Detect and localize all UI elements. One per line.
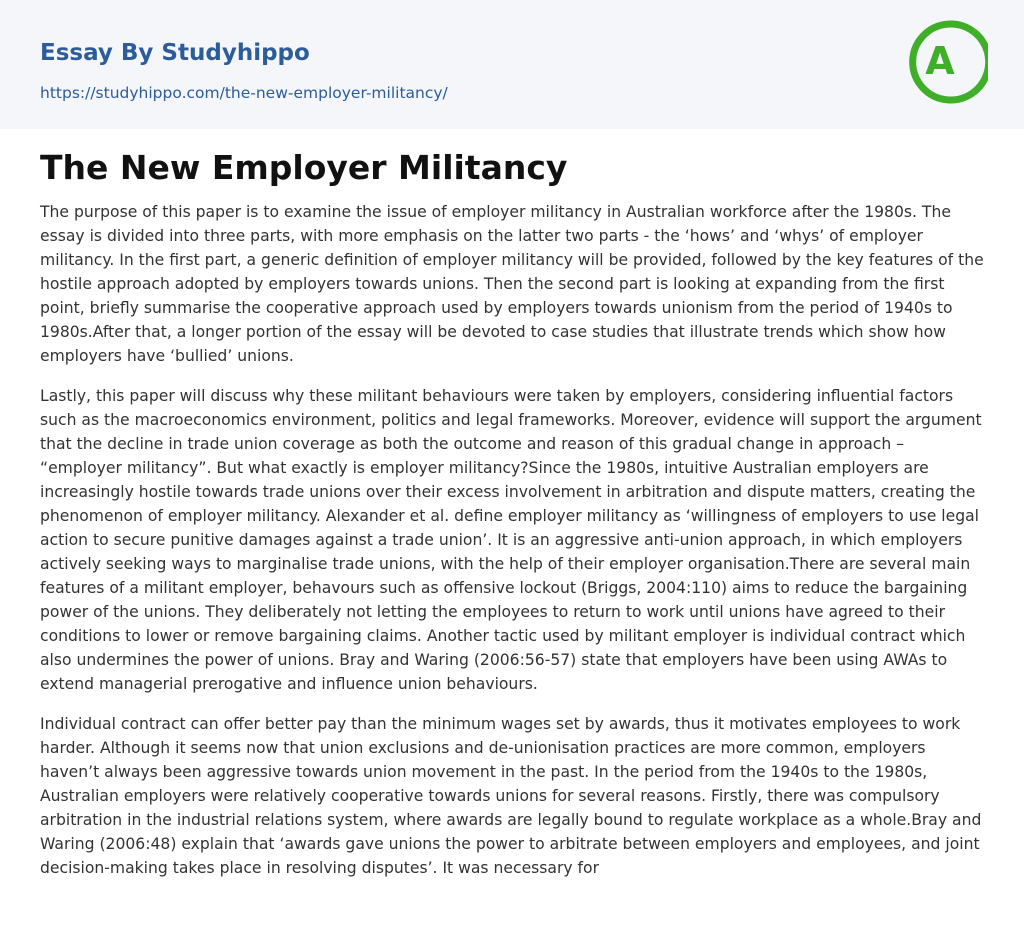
essay-url-link[interactable]: https://studyhippo.com/the-new-employer-militancy/ bbox=[40, 84, 448, 102]
essay-paragraph-2: Lastly, this paper will discuss why these militant behaviours were taken by employers, considering influential factors such as the macroeconomics environment, politics and legal frameworks. Moreover, evidence will support the argument that the decline in trade union coverage as both the outcome and reason of this gradual change in approach – “employer militancy”. But what exactly is employer militancy?Since the 1980s, intuitive Australian employers are increasingly hostile towards trade unions over their excess involvement in arbitration and dispute matters, creating the phenomenon of employer militancy. Alexander et al. define employer militancy as ‘willingness of employers to use legal action to secure punitive damages against a trade union’. It is an aggressive anti-union approach, in which employers actively seeking ways to marginalise trade unions, with the help of their employer organisation.There are several main features of a militant employer, behavours such as offensive lockout (Briggs, 2004:110) aims to reduce the bargaining power of the unions. They deliberately not letting the employees to return to work until unions have agreed to their conditions to lower or remove bargaining claims. Another tactic used by militant employer is individual contract which also undermines the power of unions. Bray and Waring (2006:56-57) state that employers have been using AWAs to extend managerial prerogative and influence union behaviours. bbox=[40, 387, 982, 693]
logo-letter: A bbox=[925, 39, 955, 83]
site-header bbox=[0, 0, 1024, 129]
studyhippo-logo-icon[interactable] bbox=[908, 18, 988, 106]
essay-title: The New Employer Militancy bbox=[40, 148, 568, 187]
essay-content bbox=[40, 146, 985, 880]
essay-paragraph-3: Individual contract can offer better pay than the minimum wages set by awards, thus it motivates employees to work harder. Although it seems now that union exclusions and de-unionisation practices are more common, employers haven’t always been aggressive towards union movement in the past. In the period from the 1940s to the 1980s, Australian employers were relatively cooperative towards unions for several reasons. Firstly, there was compulsory arbitration in the industrial relations system, where awards are legally bound to regulate workplace as a whole.Bray and Waring (2006:48) explain that ‘awards gave unions the power to arbitrate between employers and employees, and joint decision-making takes place in resolving disputes’. It was necessary for bbox=[40, 715, 982, 877]
site-brand[interactable]: Essay By Studyhippo bbox=[40, 40, 310, 66]
essay-paragraph-1: The purpose of this paper is to examine the issue of employer militancy in Australian workforce after the 1980s. The essay is divided into three parts, with more emphasis on the latter two parts - the ‘hows’ and ‘whys’ of employer militancy. In the first part, a generic definition of employer militancy will be provided, followed by the key features of the hostile approach adopted by employers towards unions. Then the second part is looking at expanding from the first point, briefly summarise the cooperative approach used by employers towards unionism from the period of 1940s to 1980s.After that, a longer portion of the essay will be devoted to case studies that illustrate trends which show how employers have ‘bullied’ unions. bbox=[40, 203, 984, 365]
